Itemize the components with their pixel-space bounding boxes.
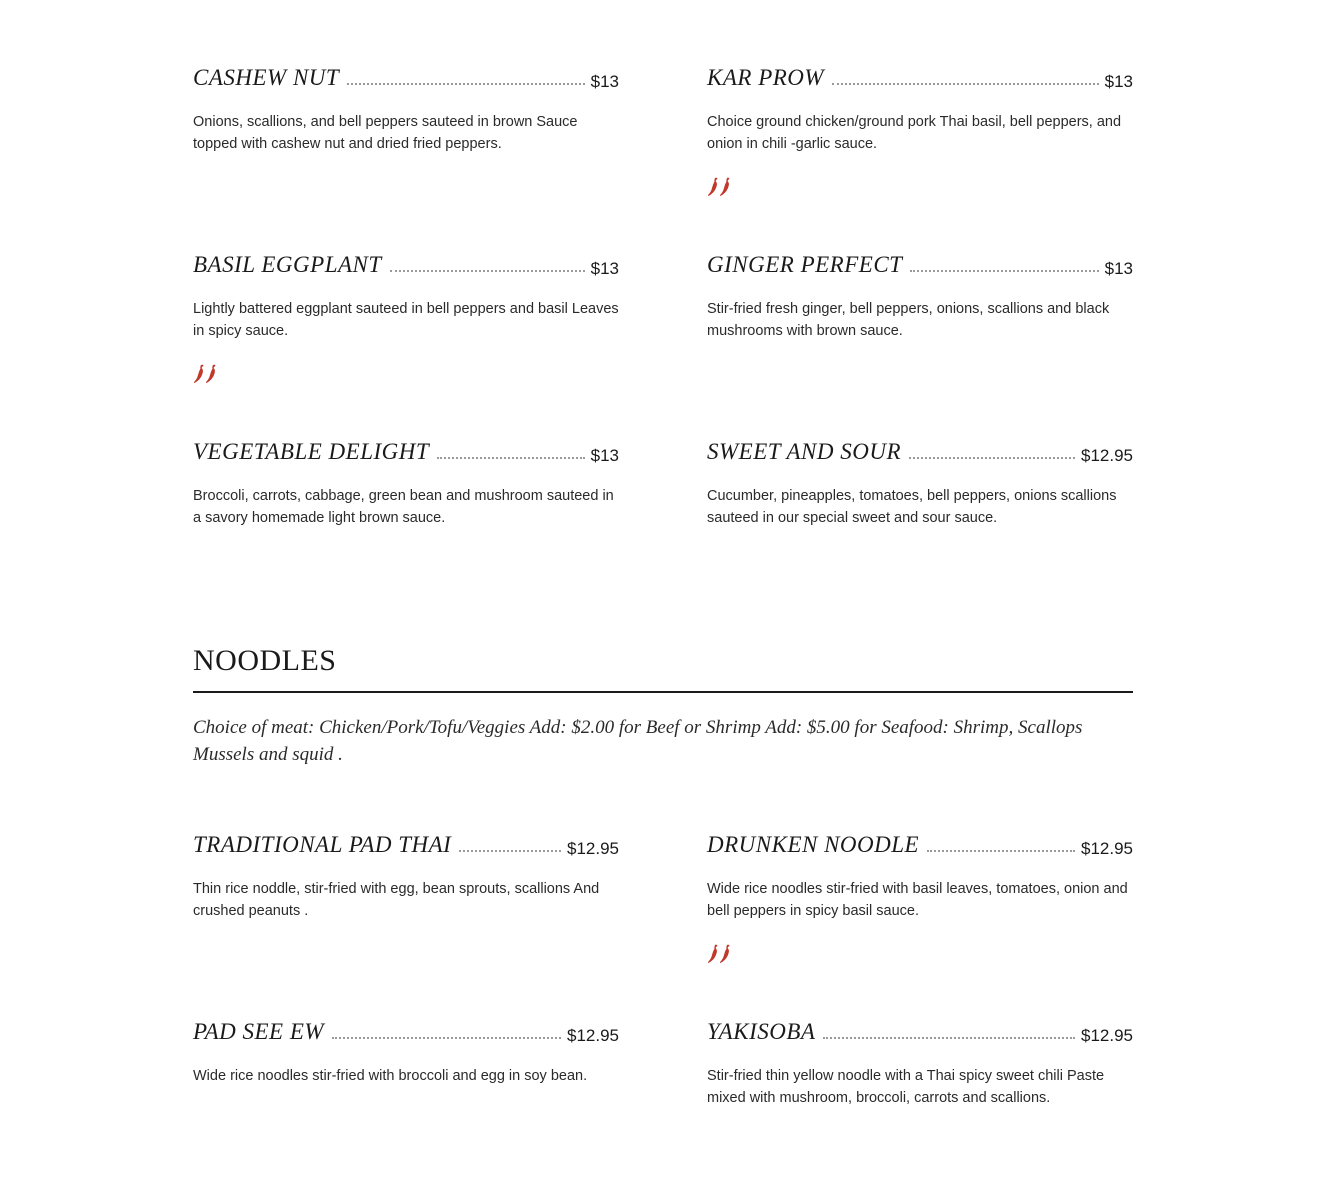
menu-item-header	[193, 1014, 619, 1044]
dotted-leader	[459, 850, 561, 852]
menu-item-description: Wide rice noodles stir-fried with basil leaves, tomatoes, onion and bell peppers in spicy basil sauce.	[707, 881, 1128, 919]
menu-item-description: Lightly battered eggplant sauteed in bell peppers and basil Leaves in spicy sauce.	[193, 301, 619, 339]
menu-item-price: $13	[590, 259, 619, 278]
menu-item-name: TRADITIONAL PAD THAI	[193, 832, 452, 857]
chili-pepper-icon	[707, 944, 719, 964]
menu-item-header	[193, 247, 619, 277]
menu-item-description: Stir-fried thin yellow noodle with a Thai spicy sweet chili Paste mixed with mushroom, broccoli, carrots and scallions.	[707, 1068, 1105, 1106]
menu-item-header	[707, 247, 1133, 277]
dotted-leader	[347, 83, 584, 85]
dotted-leader	[910, 270, 1098, 272]
chili-pepper-icon	[707, 177, 719, 197]
dotted-leader	[909, 457, 1075, 459]
menu-item-description: Broccoli, carrots, cabbage, green bean and mushroom sauteed in a savory homemade light brown sauce.	[193, 488, 614, 526]
menu-item-header	[707, 434, 1133, 464]
menu-item-price: $12.95	[567, 839, 619, 858]
menu-item	[707, 827, 1133, 1014]
section-title: NOODLES	[193, 644, 337, 677]
menu-item-header	[707, 827, 1133, 857]
menu-item-price: $13	[590, 446, 619, 465]
menu-item-price: $13	[1104, 259, 1133, 278]
menu-item-price: $12.95	[567, 1026, 619, 1045]
menu-item-price: $12.95	[1081, 446, 1133, 465]
menu-item	[193, 60, 619, 247]
dotted-leader	[332, 1037, 561, 1039]
menu-item	[193, 827, 619, 1014]
chili-pepper-icon	[719, 944, 731, 964]
menu-grid-noodles	[193, 827, 1133, 1201]
menu-item-description: Wide rice noodles stir-fried with broccoli and egg in soy bean.	[193, 1068, 588, 1084]
menu-item-price: $13	[590, 72, 619, 91]
menu-item	[193, 247, 619, 434]
chili-pepper-icon	[193, 364, 205, 384]
menu-item-name: GINGER PERFECT	[707, 252, 903, 277]
menu-item-name: BASIL EGGPLANT	[193, 252, 382, 277]
menu-item-name: YAKISOBA	[707, 1019, 816, 1044]
menu-item	[707, 434, 1133, 621]
dotted-leader	[823, 1037, 1075, 1039]
menu-item-header	[193, 60, 619, 90]
menu-item	[193, 434, 619, 621]
menu-item-name: PAD SEE EW	[193, 1019, 325, 1044]
chili-pepper-icon	[205, 364, 217, 384]
menu-item-description: Choice ground chicken/ground pork Thai basil, bell peppers, and onion in chili -garlic sauce.	[707, 114, 1122, 152]
menu-item-header	[193, 827, 619, 857]
spicy-indicator	[193, 364, 619, 384]
menu-item	[707, 1014, 1133, 1201]
menu-item-header	[193, 434, 619, 464]
menu-item	[707, 247, 1133, 434]
menu-item-description: Stir-fried fresh ginger, bell peppers, onions, scallions and black mushrooms with brown sauce.	[707, 301, 1110, 339]
menu-item-description: Cucumber, pineapples, tomatoes, bell peppers, onions scallions sauteed in our special sweet and sour sauce.	[707, 488, 1117, 526]
spicy-indicator	[707, 944, 1133, 964]
menu-item-header	[707, 60, 1133, 90]
section-divider	[193, 691, 1133, 693]
chili-pepper-icon	[719, 177, 731, 197]
menu-item	[707, 60, 1133, 247]
menu-item-price: $13	[1104, 72, 1133, 91]
dotted-leader	[832, 83, 1099, 85]
menu-item	[193, 1014, 619, 1201]
menu-grid-top	[193, 60, 1133, 621]
menu-item-header	[707, 1014, 1133, 1044]
dotted-leader	[390, 270, 585, 272]
section-note: Choice of meat: Chicken/Pork/Tofu/Veggies Add: $2.00 for Beef or Shrimp Add: $5.00 for Seafood: Shrimp, Scallops Mussels and squid .	[193, 717, 1083, 765]
menu-item-name: KAR PROW	[707, 65, 825, 90]
dotted-leader	[927, 850, 1075, 852]
dotted-leader	[437, 457, 584, 459]
menu-item-name: VEGETABLE DELIGHT	[193, 439, 430, 464]
menu-item-description: Onions, scallions, and bell peppers sauteed in brown Sauce topped with cashew nut and dried fried peppers.	[193, 114, 578, 152]
menu-page	[193, 0, 1133, 1112]
spicy-indicator	[707, 177, 1133, 197]
menu-item-price: $12.95	[1081, 839, 1133, 858]
menu-item-name: DRUNKEN NOODLE	[707, 832, 920, 857]
menu-item-price: $12.95	[1081, 1026, 1133, 1045]
menu-item-name: CASHEW NUT	[193, 65, 340, 90]
menu-item-name: SWEET AND SOUR	[707, 439, 901, 464]
menu-item-description: Thin rice noddle, stir-fried with egg, bean sprouts, scallions And crushed peanuts .	[193, 881, 600, 919]
